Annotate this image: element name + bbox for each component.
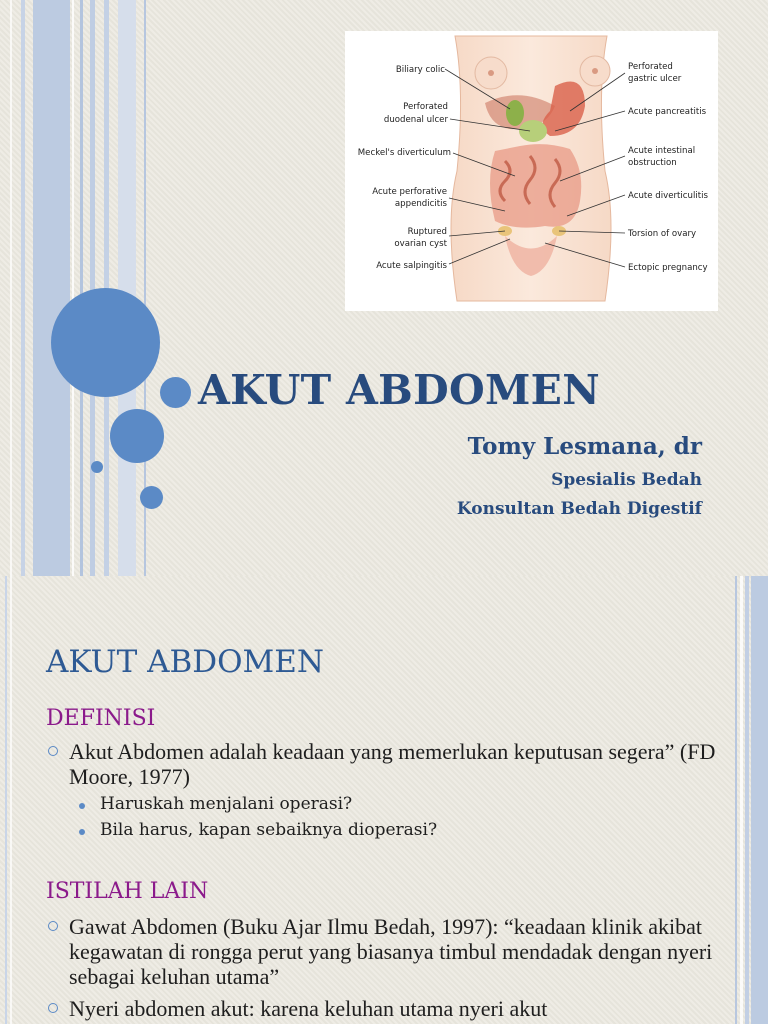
content-slide	[0, 576, 768, 1024]
stripe	[10, 576, 12, 1024]
section-heading-istilah-lain: ISTILAH LAIN	[46, 879, 209, 904]
bullet-icon	[48, 921, 58, 931]
bullet-icon	[48, 1003, 58, 1013]
bullet-text: Nyeri abdomen akut: karena keluhan utama nyeri akut	[69, 996, 548, 1021]
slide-title: AKUT ABDOMEN	[198, 366, 600, 414]
author-specialty: Spesialis Bedah	[551, 470, 702, 490]
section-heading-definisi: DEFINISI	[46, 706, 156, 731]
svg-text:gastric ulcer: gastric ulcer	[628, 74, 682, 84]
stripe	[745, 576, 749, 1024]
svg-text:Acute pancreatitis: Acute pancreatitis	[628, 107, 707, 117]
decorative-circle-large	[51, 288, 160, 397]
svg-text:Perforated: Perforated	[403, 102, 448, 112]
author-name: Tomy Lesmana, dr	[467, 433, 702, 460]
decorative-circle	[160, 377, 191, 408]
stripe	[72, 0, 74, 576]
sub-bullet-icon	[79, 803, 85, 809]
svg-text:Biliary colic: Biliary colic	[395, 65, 445, 75]
svg-text:obstruction: obstruction	[628, 158, 677, 168]
svg-text:Ectopic pregnancy: Ectopic pregnancy	[628, 263, 708, 273]
bullet-text: Gawat Abdomen (Buku Ajar Ilmu Bedah, 1997): “keadaan klinik akibat kegawatan di rongga perut yang biasanya timbul mendadak dengan nyeri sebagai keluhan utama”	[69, 914, 713, 989]
svg-text:Acute intestinal: Acute intestinal	[628, 146, 696, 156]
stripe	[751, 576, 768, 1024]
svg-text:ovarian cyst: ovarian cyst	[394, 239, 447, 249]
svg-text:Perforated: Perforated	[628, 62, 673, 72]
stripe	[118, 0, 136, 576]
svg-text:appendicitis: appendicitis	[394, 199, 447, 209]
stripe	[21, 0, 25, 576]
stripe	[10, 0, 12, 576]
svg-text:duodenal ulcer: duodenal ulcer	[383, 115, 448, 125]
stripe	[80, 0, 83, 576]
bullet-text: Akut Abdomen adalah keadaan yang memerlukan keputusan segera” (FD Moore, 1977)	[69, 739, 716, 789]
abdomen-anatomy-illustration	[345, 31, 718, 311]
author-consultant: Konsultan Bedah Digestif	[456, 499, 702, 519]
svg-text:Acute perforative: Acute perforative	[372, 187, 447, 197]
abdomen-anatomy-figure	[345, 31, 718, 311]
svg-text:Torsion of ovary: Torsion of ovary	[628, 229, 697, 239]
decorative-circle	[140, 486, 163, 509]
svg-text:Ruptured: Ruptured	[407, 227, 447, 237]
svg-text:Acute diverticulitis: Acute diverticulitis	[628, 191, 708, 201]
decorative-circle-small	[91, 461, 103, 473]
stripe	[5, 576, 7, 1024]
stripe	[33, 0, 70, 576]
sub-bullet-icon	[79, 829, 85, 835]
svg-text:Acute salpingitis: Acute salpingitis	[376, 261, 447, 271]
decorative-circle-medium	[110, 409, 164, 463]
stripe	[735, 576, 737, 1024]
slide-title: AKUT ABDOMEN	[46, 644, 325, 680]
svg-text:Meckel's diverticulum: Meckel's diverticulum	[357, 148, 451, 158]
bullet-icon	[48, 746, 58, 756]
sub-bullet-text: Bila harus, kapan sebaiknya dioperasi?	[100, 820, 438, 840]
sub-bullet-text: Haruskah menjalani operasi?	[100, 794, 353, 814]
stripe	[740, 576, 743, 1024]
